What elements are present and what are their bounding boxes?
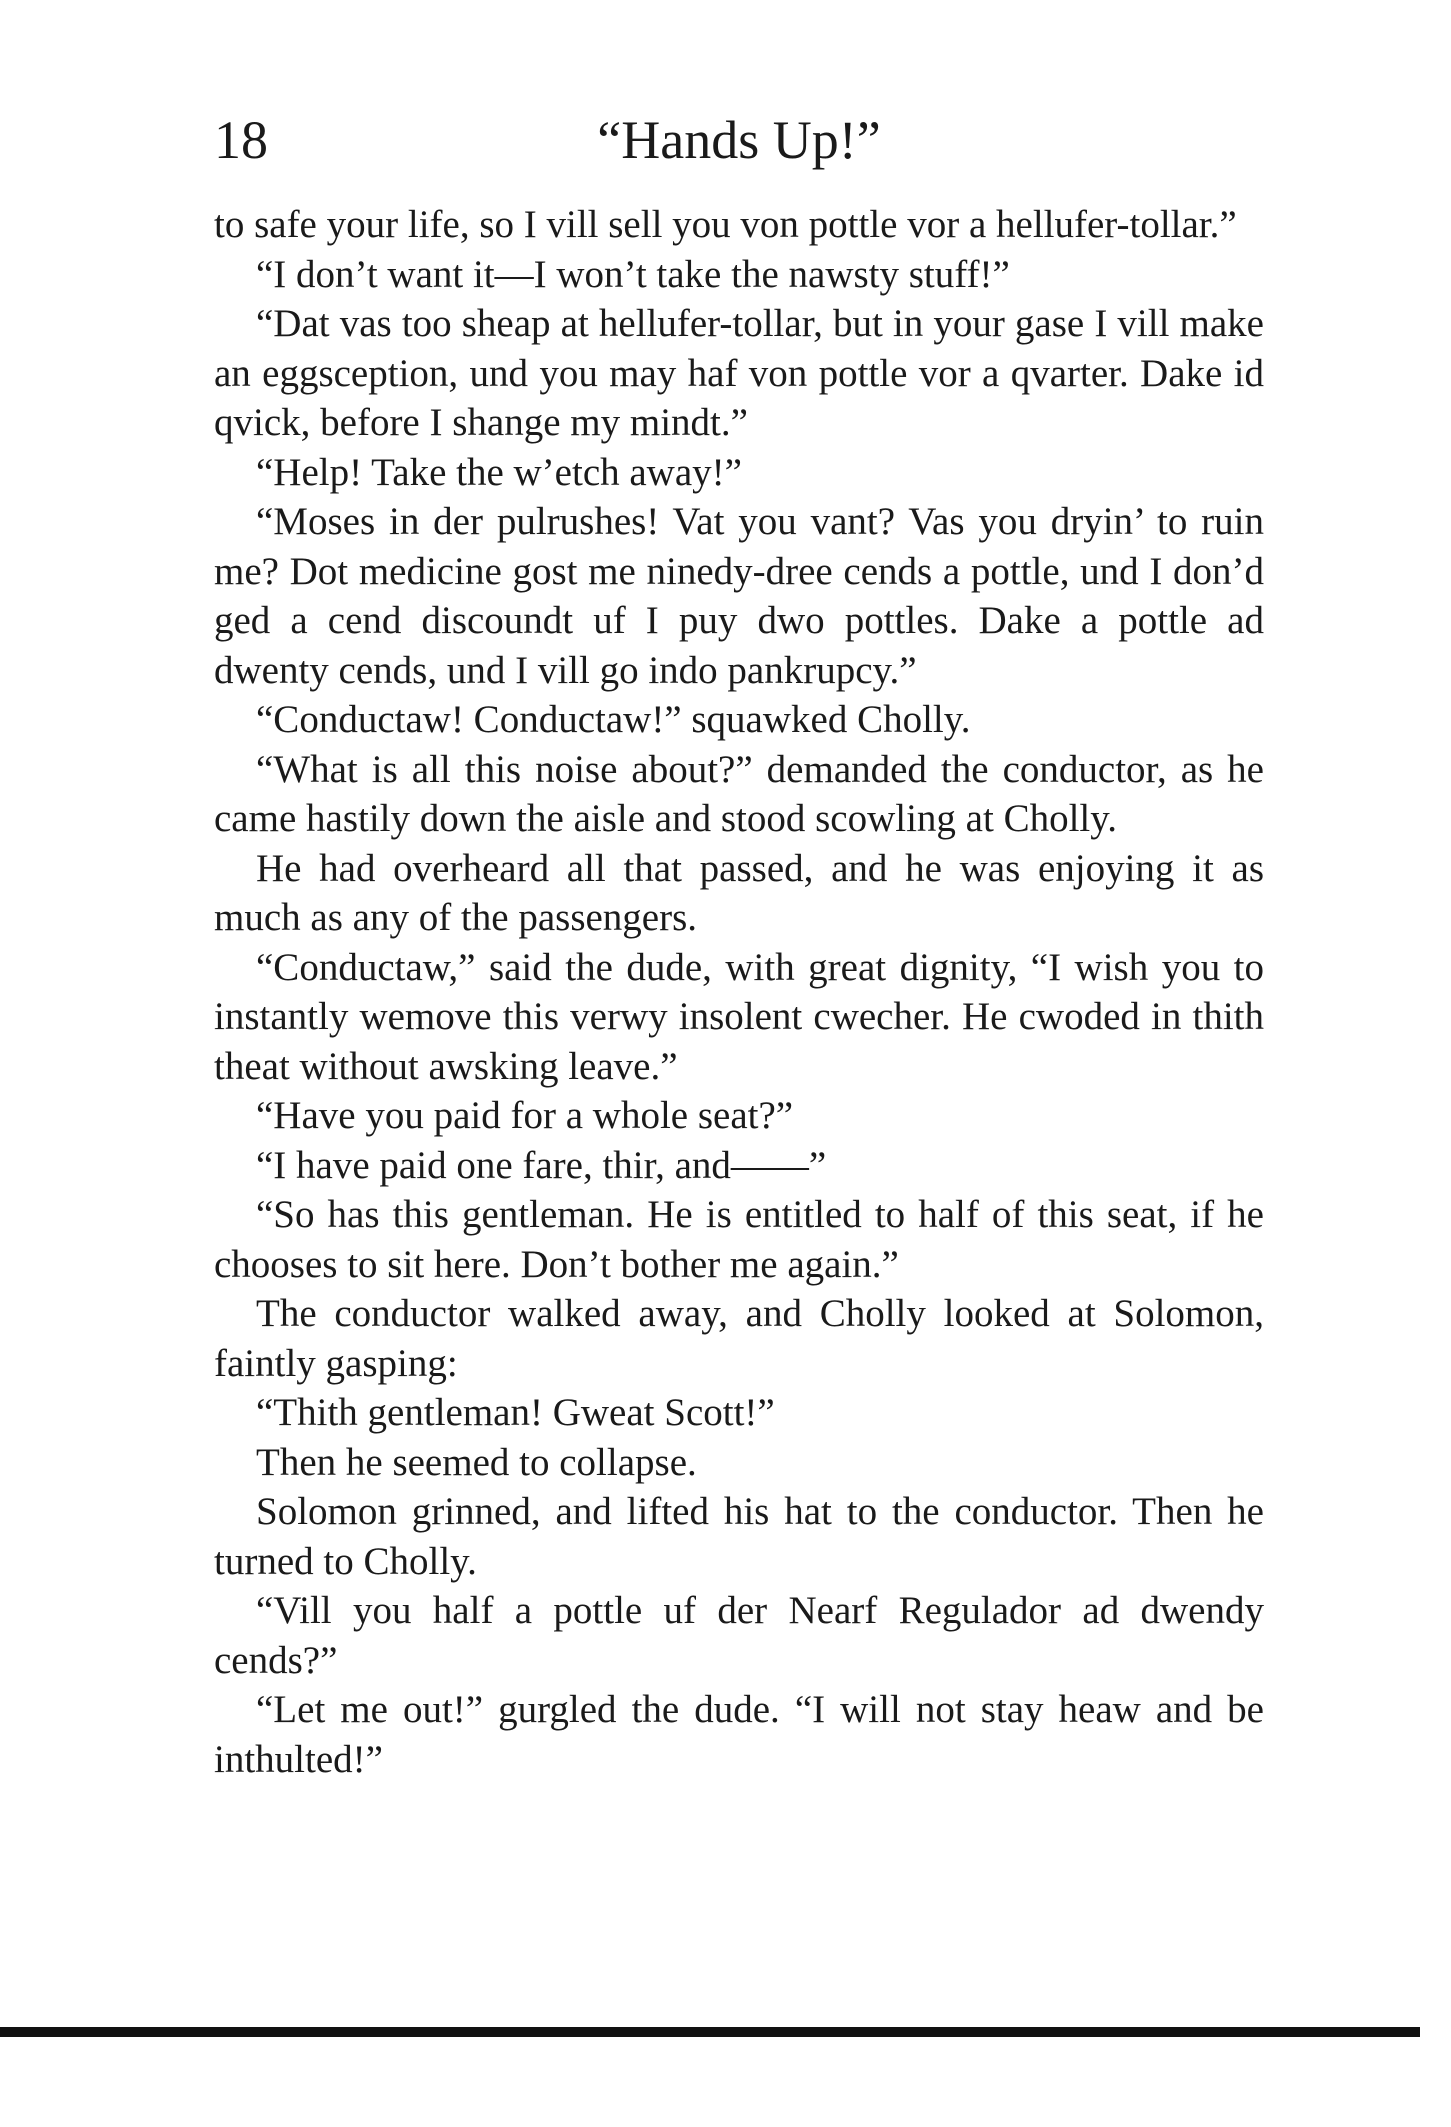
paragraph: “Dat vas too sheap at hellufer-tollar, but in your gase I vill make an eggsception, und you may haf von pottle vor a qvarter. Dake id qvick, before I shange my mindt.” [214,302,1264,444]
paragraph: “I don’t want it—I won’t take the nawsty stuff!” [256,252,1010,296]
paragraph: “So has this gentleman. He is entitled to half of this seat, if he chooses to sit here. Don’t bother me again.” [214,1193,1264,1286]
running-title: “Hands Up!” [597,110,881,170]
paragraph: “Conductaw! Conductaw!” squawked Cholly. [256,698,971,741]
paragraph: “Thith gentleman! Gweat Scott!” [256,1391,775,1434]
page-header [214,100,1264,180]
paragraph: “What is all this noise about?” demanded the conductor, as he came hastily down the aisle and stood scowling at Cholly. [214,747,1264,840]
paragraph: “Vill you half a pottle uf der Nearf Regulador ad dwendy cends?” [214,1589,1264,1682]
paragraph: to safe your life, so I vill sell you von pottle vor a hellufer-tollar.” [214,203,1237,246]
paragraph: “Moses in der pulrushes! Vat you vant? Vas you dryin’ to ruin me? Dot medicine gost me ninedy-dree cends a pottle, und I don’d ged a cend discoundt uf I puy dwo pottles. Dake a pottle ad dwenty cends, und I vill go indo pankrupcy.” [214,500,1264,692]
paragraph: “Let me out!” gurgled the dude. “I will not stay heaw and be inthulted!” [214,1688,1264,1781]
paragraph: “Help! Take the w’etch away!” [256,450,742,494]
paragraph: “Conductaw,” said the dude, with great dignity, “I wish you to instantly wemove this verwy insolent cwecher. He cwoded in thith theat without awsking leave.” [214,945,1264,1088]
paragraph: “Have you paid for a whole seat?” [256,1094,794,1137]
paragraph: Solomon grinned, and lifted his hat to the conductor. Then he turned to Cholly. [214,1490,1264,1583]
paragraph: Then he seemed to collapse. [256,1440,697,1484]
body-text [214,200,1264,1784]
bottom-rule [0,2027,1420,2037]
paragraph: He had overheard all that passed, and he was enjoying it as much as any of the passengers. [214,846,1264,939]
paragraph: The conductor walked away, and Cholly looked at Solomon, faintly gasping: [214,1292,1264,1385]
page-number: 18 [214,110,268,170]
paragraph: “I have paid one fare, thir, and——” [256,1143,827,1187]
